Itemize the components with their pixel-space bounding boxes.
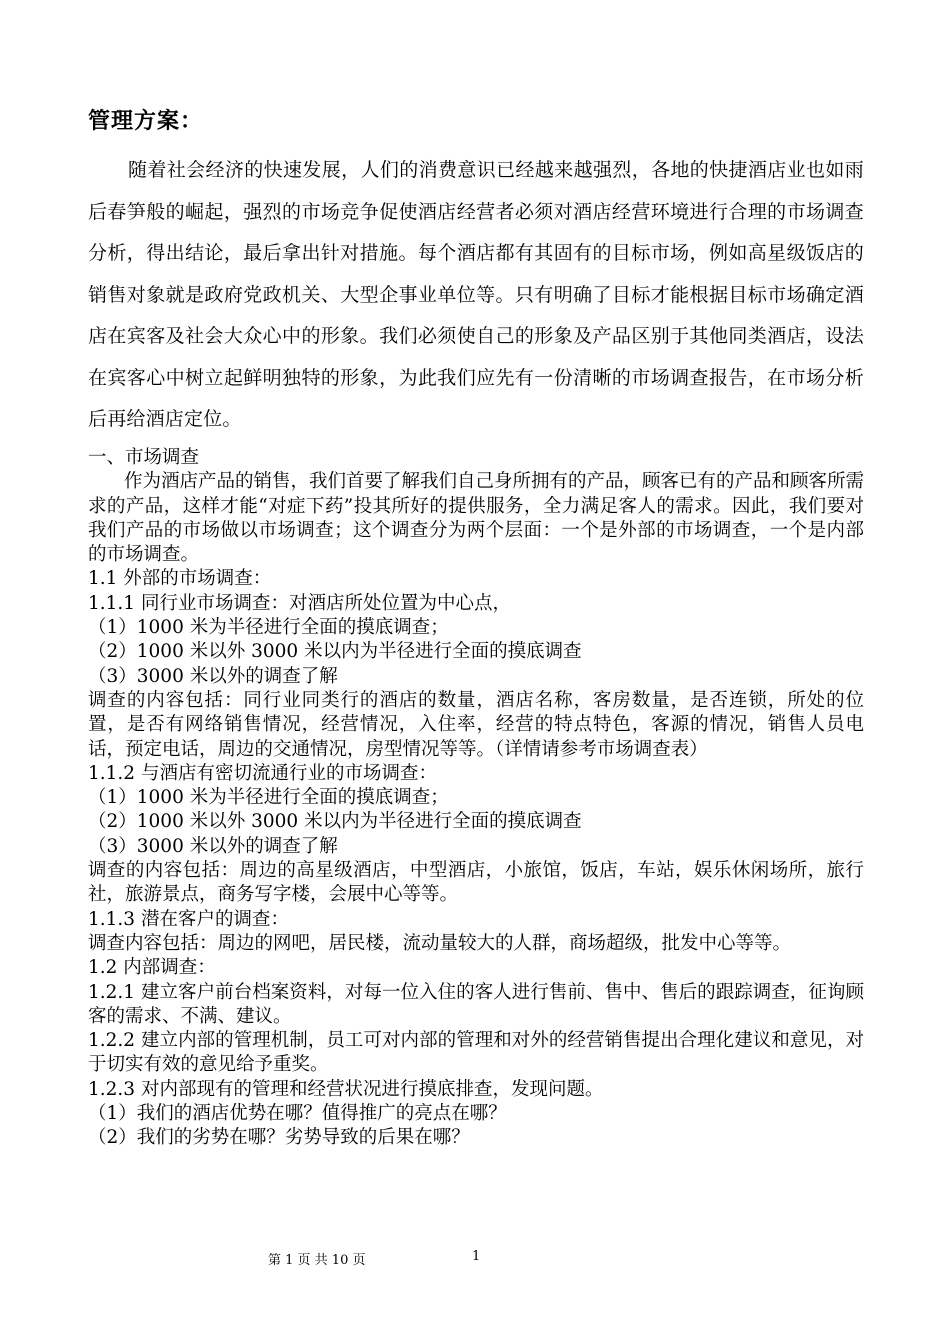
- intro-paragraph: 随着社会经济的快速发展，人们的消费意识已经越来越强烈，各地的快捷酒店业也如雨后春笋般的崛起，强烈的市场竞争促使酒店经营者必须对酒店经营环境进行合理的市场调查分析，得出结论，最后拿出针对措施。每个酒店都有其固有的目标市场，例如高星级饭店的销售对象就是政府党政机关、大型企事业单位等。只有明确了目标才能根据目标市场确定酒店在宾客及社会大众心中的形象。我们必须使自己的形象及产品区别于其他同类酒店，设法在宾客心中树立起鲜明独特的形象，为此我们应先有一份清晰的市场调查报告，在市场分析后再给酒店定位。: [88, 159, 864, 430]
- page-number: 1: [472, 1249, 481, 1264]
- paragraph: 调查内容包括：周边的网吧，居民楼，流动量较大的人群，商场超级，批发中心等等。: [88, 932, 792, 954]
- paragraph: 调查的内容包括：周边的高星级酒店，中型酒店，小旅馆，饭店，车站，娱乐休闲场所，旅行社，旅游景点，商务写字楼，会展中心等等。: [88, 860, 864, 906]
- list-item: （2）1000 米以外 3000 米以内为半径进行全面的摸底调查: [88, 811, 582, 833]
- list-item: （3）3000 米以外的调查了解: [88, 835, 338, 857]
- paragraph: 1.2.2 建立内部的管理机制，员工可对内部的管理和对外的经营销售提出合理化建议和意见，对于切实有效的意见给予重奖。: [88, 1030, 864, 1076]
- paragraph: 1.2.1 建立客户前台档案资料，对每一位入住的客人进行售前、售中、售后的跟踪调查，征询顾客的需求、不满、建议。: [88, 981, 864, 1027]
- list-item: （1）1000 米为半径进行全面的摸底调查；: [88, 617, 449, 639]
- page-title: 管理方案：: [88, 109, 204, 134]
- list-item: （3）3000 米以外的调查了解: [88, 665, 338, 687]
- subsection-heading: 1.1.1 同行业市场调查：对酒店所处位置为中心点，: [88, 592, 511, 614]
- subsection-heading: 1.1.3 潜在客户的调查：: [88, 908, 289, 930]
- list-item: （2）我们的劣势在哪？劣势导致的后果在哪？: [88, 1127, 470, 1149]
- subsection-heading: 1.2 内部调查：: [88, 957, 216, 979]
- list-item: （2）1000 米以外 3000 米以内为半径进行全面的摸底调查: [88, 641, 582, 663]
- document-body: [88, 446, 864, 1151]
- paragraph: 作为酒店产品的销售，我们首要了解我们自己身所拥有的产品，顾客已有的产品和顾客所需求的产品，这样才能“对症下药”投其所好的提供服务，全力满足客人的需求。因此，我们要对我们产品的市场做以市场调查；这个调查分为两个层面：一个是外部的市场调查，一个是内部的市场调查。: [88, 471, 865, 566]
- subsection-heading: 1.1 外部的市场调查：: [88, 568, 272, 590]
- page-info: 第 1 页 共 10 页: [268, 1253, 366, 1268]
- section-heading: 一、市场调查: [88, 447, 200, 468]
- paragraph: 1.2.3 对内部现有的管理和经营状况进行摸底排查，发现问题。: [88, 1078, 604, 1100]
- list-item: （1）我们的酒店优势在哪？值得推广的亮点在哪？: [88, 1103, 507, 1125]
- subsection-heading: 1.1.2 与酒店有密切流通行业的市场调查：: [88, 762, 437, 784]
- paragraph: 调查的内容包括：同行业同类行的酒店的数量，酒店名称，客房数量，是否连锁，所处的位置，是否有网络销售情况，经营情况，入住率，经营的特点特色，客源的情况，销售人员电话，预定电话，周边的交通情况，房型情况等等。（详情请参考市场调查表）: [88, 689, 864, 760]
- list-item: （1）1000 米为半径进行全面的摸底调查；: [88, 787, 449, 809]
